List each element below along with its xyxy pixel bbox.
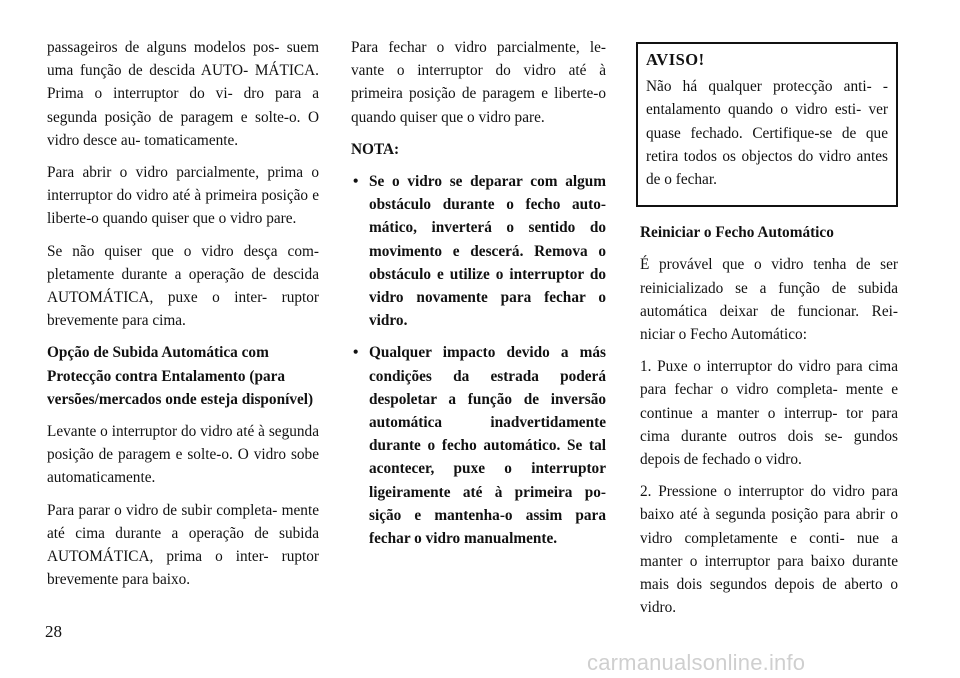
warning-box <box>636 42 898 207</box>
paragraph: 1. Puxe o interruptor do vidro para cima para fechar o vidro completa- mente e continue a manter o interrup- tor para cima durante outros dois se- gundos depois de fechado o vidro. <box>640 358 898 469</box>
paragraph: 2. Pressione o interruptor do vidro para baixo até à segunda posição para abrir o vidro completamente e conti- nue a manter o interruptor para baixo durante mais dois segundos depois de aberto o vidro. <box>640 483 898 617</box>
note-label: NOTA: <box>351 140 400 158</box>
paragraph: Para parar o vidro de subir completa- mente até cima durante a operação de subida AUTOMÁTICA, prima o inter- ruptor brevemente para baixo. <box>47 501 319 589</box>
paragraph: Para abrir o vidro parcialmente, prima o interruptor do vidro até à primeira posição e liberte-o quando quiser que o vidro pare. <box>47 164 319 228</box>
left-column <box>47 36 319 600</box>
watermark: carmanualsonline.info <box>587 650 806 675</box>
note-list <box>351 170 606 550</box>
section-heading: Opção de Subida Automática com Protecção contra Entalamento (para versões/mercados onde esteja disponível) <box>47 344 314 408</box>
middle-column <box>351 36 606 559</box>
page-number: 28 <box>45 622 62 641</box>
warning-title: AVISO! <box>646 50 705 69</box>
list-item-text: Se o vidro se deparar com algum obstáculo durante o fecho auto- mático, inverterá o sentido do movimento e descerá. Remova o obstáculo e utilize o interruptor do vidro novamente para fechar o vidro. <box>369 173 606 330</box>
bullet-icon: • <box>353 344 359 362</box>
bullet-icon: • <box>353 173 359 191</box>
paragraph: Levante o interruptor do vidro até à segunda posição de paragem e solte-o. O vidro sobe automaticamente. <box>47 423 319 487</box>
list-item <box>351 341 606 550</box>
paragraph: É provável que o vidro tenha de ser reinicializado se a função de subida automática deixar de funcionar. Rei- niciar o Fecho Automático: <box>640 256 898 344</box>
paragraph: Para fechar o vidro parcialmente, le- vante o interruptor do vidro até à primeira posição de paragem e liberte-o quando quiser que o vidro pare. <box>351 39 606 126</box>
paragraph: Se não quiser que o vidro desça com- pletamente durante a operação de descida AUTOMÁTICA, puxe o inter- ruptor brevemente para cima. <box>47 242 319 330</box>
list-item-text: Qualquer impacto devido a más condições da estrada poderá despoletar a função de inversão automática inadvertidamente durante o fecho automático. Se tal acontecer, puxe o interruptor ligeiramente até à primeira po- sição e mantenha-o assim para fechar o vidro manualmente. <box>369 344 606 548</box>
list-item <box>351 170 606 332</box>
warning-text: Não há qualquer protecção anti- -entalamento quando o vidro esti- ver quase fechado. Certifique-se de que retira todos os objectos do vidro antes de o fechar. <box>646 78 888 189</box>
right-column <box>640 42 898 628</box>
section-heading: Reiniciar o Fecho Automático <box>640 224 834 242</box>
paragraph: passageiros de alguns modelos pos- suem uma função de descida AUTO- MÁTICA. Prima o interruptor do vi- dro para a segunda posição de paragem e solte-o. O vidro desce au- tomaticamente. <box>47 39 319 149</box>
